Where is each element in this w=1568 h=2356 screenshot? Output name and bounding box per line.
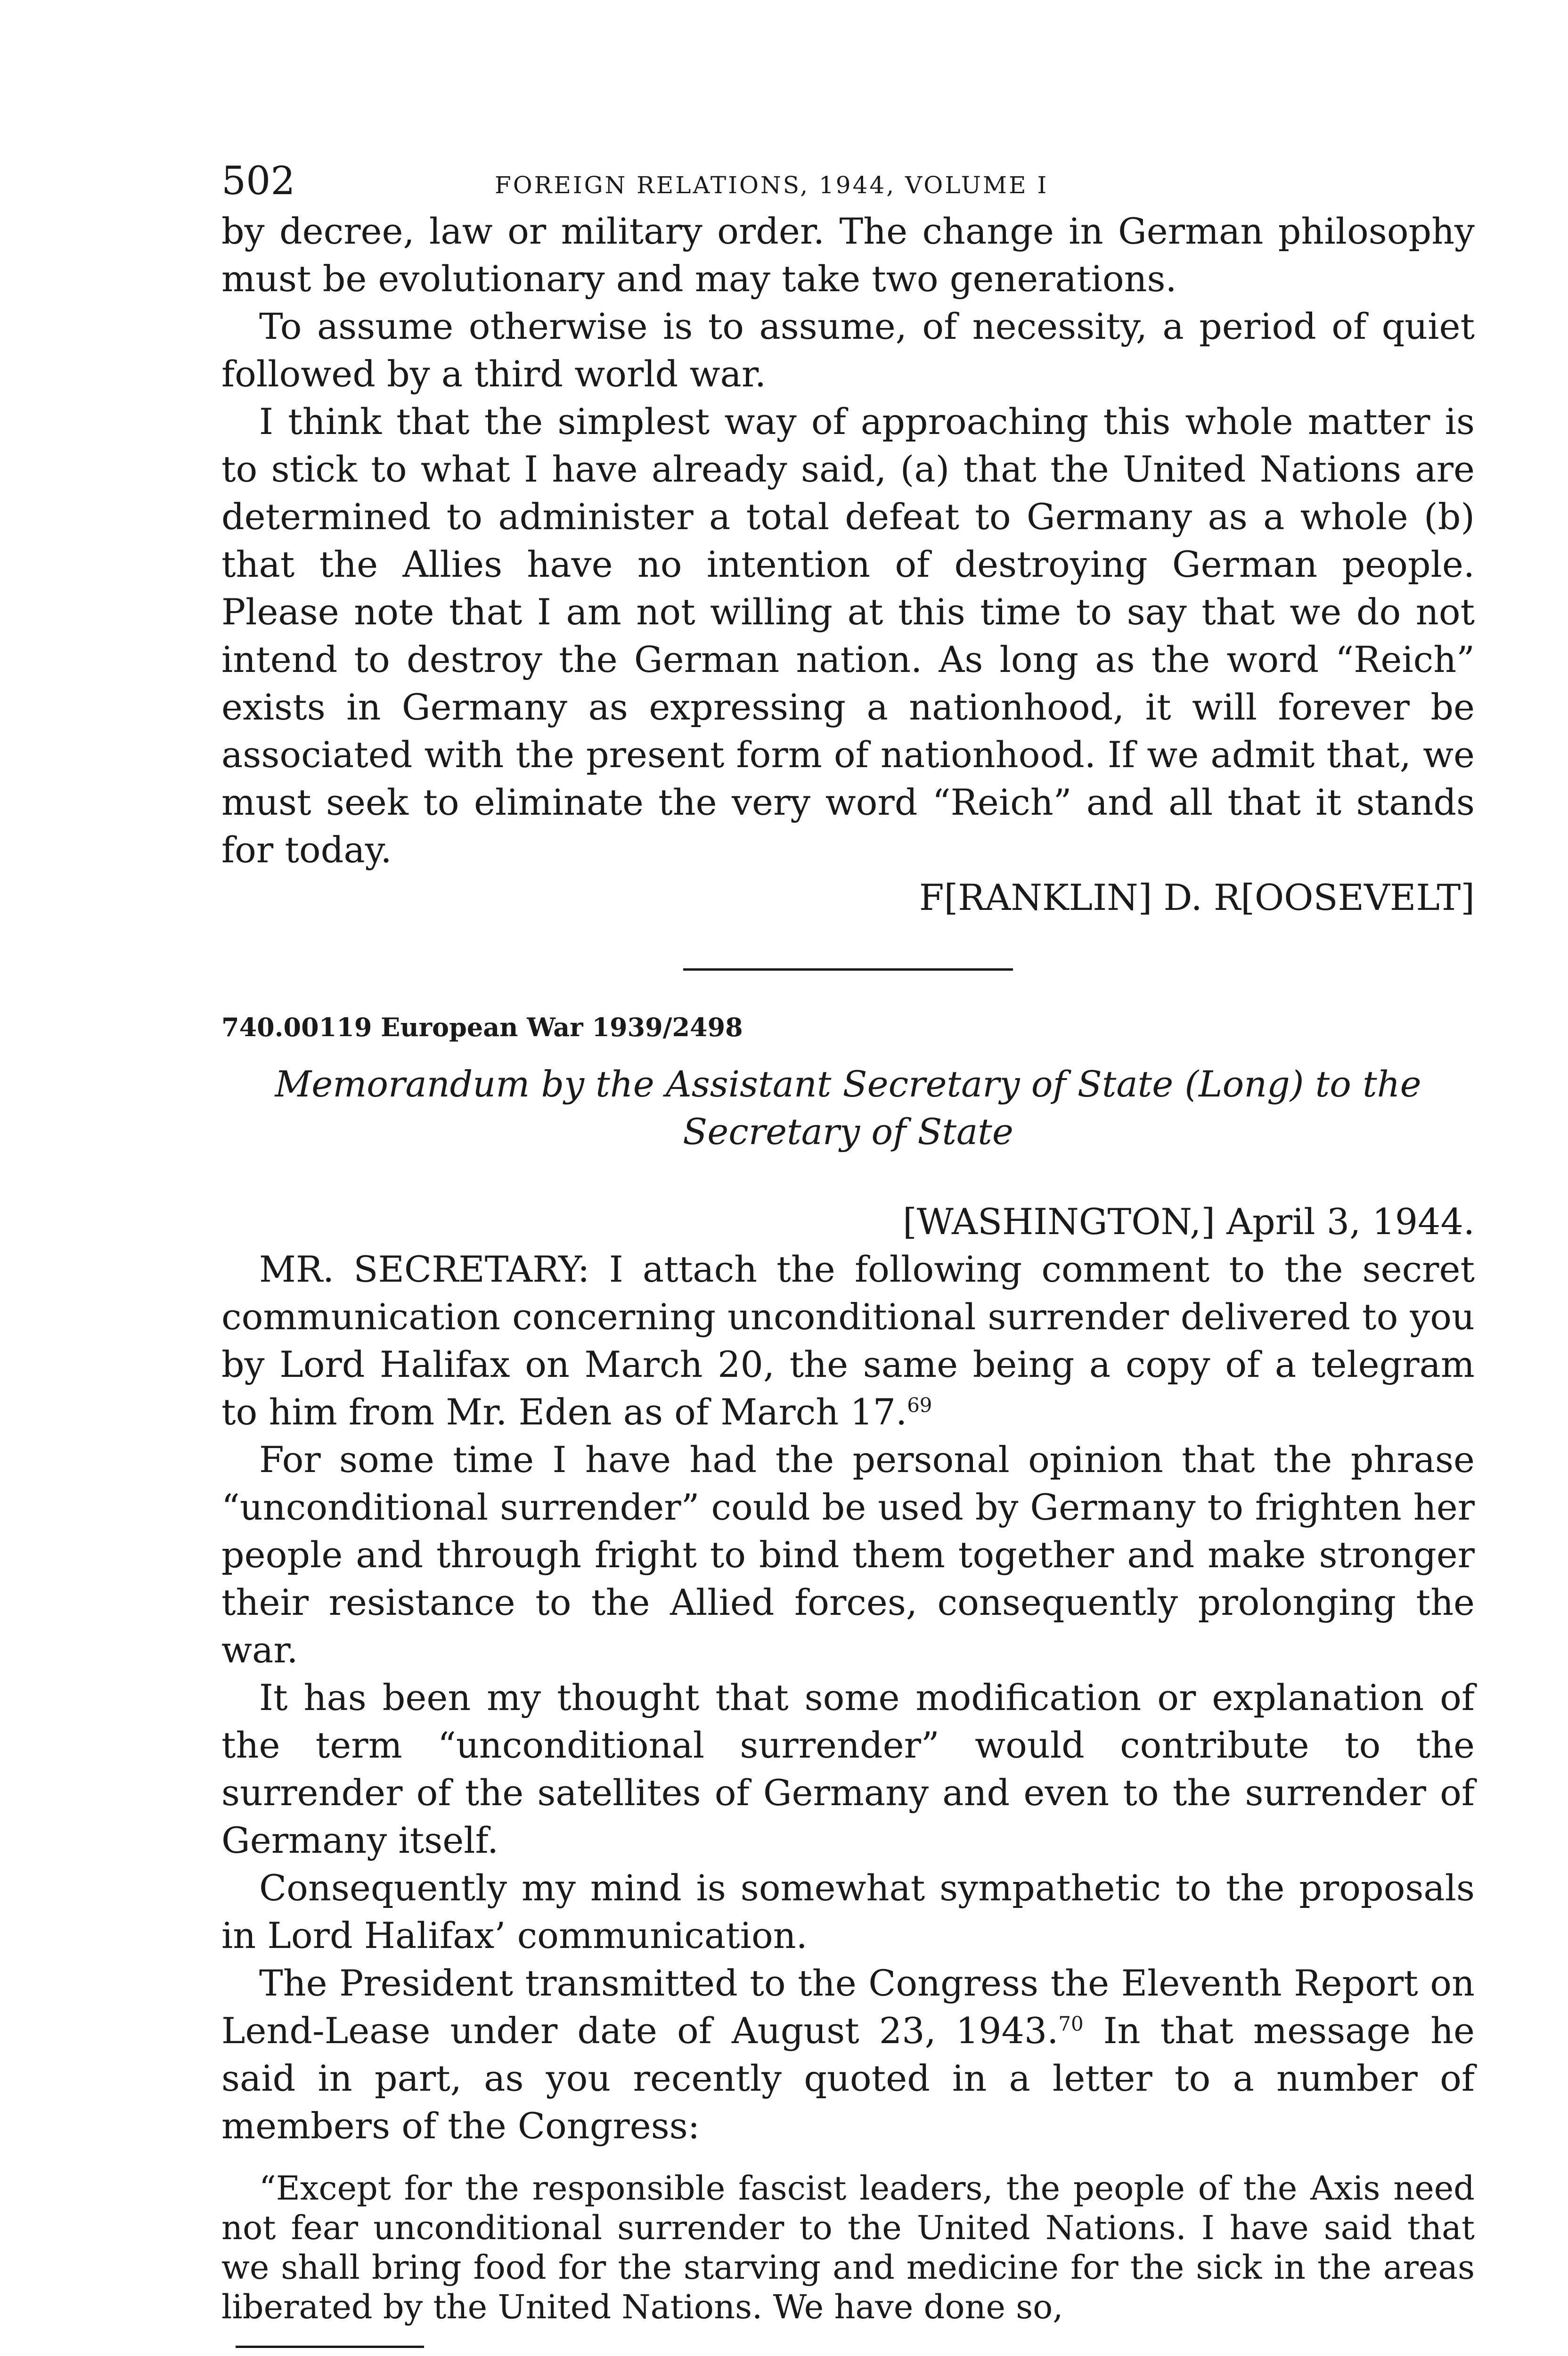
intro-paragraph-1: by decree, law or military order. The change in German philosophy must be evolutionary and may take two generations. — [221, 210, 1475, 300]
memo-paragraph-5-text-b: In that message he said in part, as you recently quoted in a letter to a number of members of the Congress: — [221, 2010, 1475, 2147]
memo-paragraph-1-text: I attach the following comment to the secret communication concerning unconditional surrender delivered to you by Lord Halifax on March 20, the same being a copy of a telegram to him from Mr. Eden as of March 17. — [221, 1248, 1475, 1433]
footnote-ref-70[interactable]: 70 — [1058, 2012, 1084, 2036]
memo-paragraph-1 — [221, 1245, 1475, 1436]
page-number: 502 — [221, 159, 295, 204]
memo-paragraph-4: Consequently my mind is somewhat sympathetic to the proposals in Lord Halifax’ communication. — [221, 1867, 1475, 1956]
footnote-ref-69[interactable]: 69 — [907, 1393, 932, 1417]
document-title: Memorandum by the Assistant Secretary of State (Long) to the Secretary of State — [275, 1063, 1421, 1153]
memo-paragraph-3: It has been my thought that some modification or explanation of the term “unconditional surrender” would contribute to the surrender of the satellites of Germany and even to the surrender of Germany itself. — [221, 1677, 1475, 1861]
memo-paragraph-5 — [221, 1959, 1475, 2150]
date-line: [WASHINGTON,] April 3, 1944. — [903, 1201, 1475, 1243]
salutation: MR. SECRETARY: — [259, 1248, 590, 1290]
signature: F[RANKLIN] D. R[OOSEVELT] — [919, 876, 1475, 918]
file-reference: 740.00119 European War 1939/2498 — [221, 1012, 743, 1042]
block-quote: “Except for the responsible fascist leaders, the people of the Axis need not fear unconditional surrender to the United Nations. I have said that we shall bring food for the starving and medicine for the sick in the areas liberated by the United Nations. We have done so, — [221, 2169, 1475, 2326]
running-header — [221, 155, 1475, 207]
memo-paragraph-5-text-a: The President transmitted to the Congress the Eleventh Report on Lend-Lease under date of August 23, 1943. — [221, 1962, 1475, 2052]
intro-paragraph-2: To assume otherwise is to assume, of necessity, a period of quiet followed by a third world war. — [221, 305, 1475, 395]
footnote-divider — [236, 2346, 424, 2348]
memo-paragraph-2: For some time I have had the personal opinion that the phrase “unconditional surrender” could be used by Germany to frighten her people and through fright to bind them together and make stronger their resistance to the Allied forces, consequently prolonging the war. — [221, 1439, 1475, 1671]
running-title: FOREIGN RELATIONS, 1944, VOLUME I — [495, 172, 1049, 199]
section-divider — [683, 968, 1013, 971]
document-page — [221, 155, 1475, 2356]
intro-paragraph-3: I think that the simplest way of approaching this whole matter is to stick to what I have already said, (a) that the United Nations are determined to administer a total defeat to Germany as a whole (b) that the Allies have no intention of destroying German people. Please note that I am not willing at this time to say that we do not intend to destroy the German nation. As long as the word “Reich” exists in Germany as expressing a nationhood, it will forever be associated with the present form of nationhood. If we admit that, we must seek to eliminate the very word “Reich” and all that it stands for today. — [221, 401, 1475, 871]
